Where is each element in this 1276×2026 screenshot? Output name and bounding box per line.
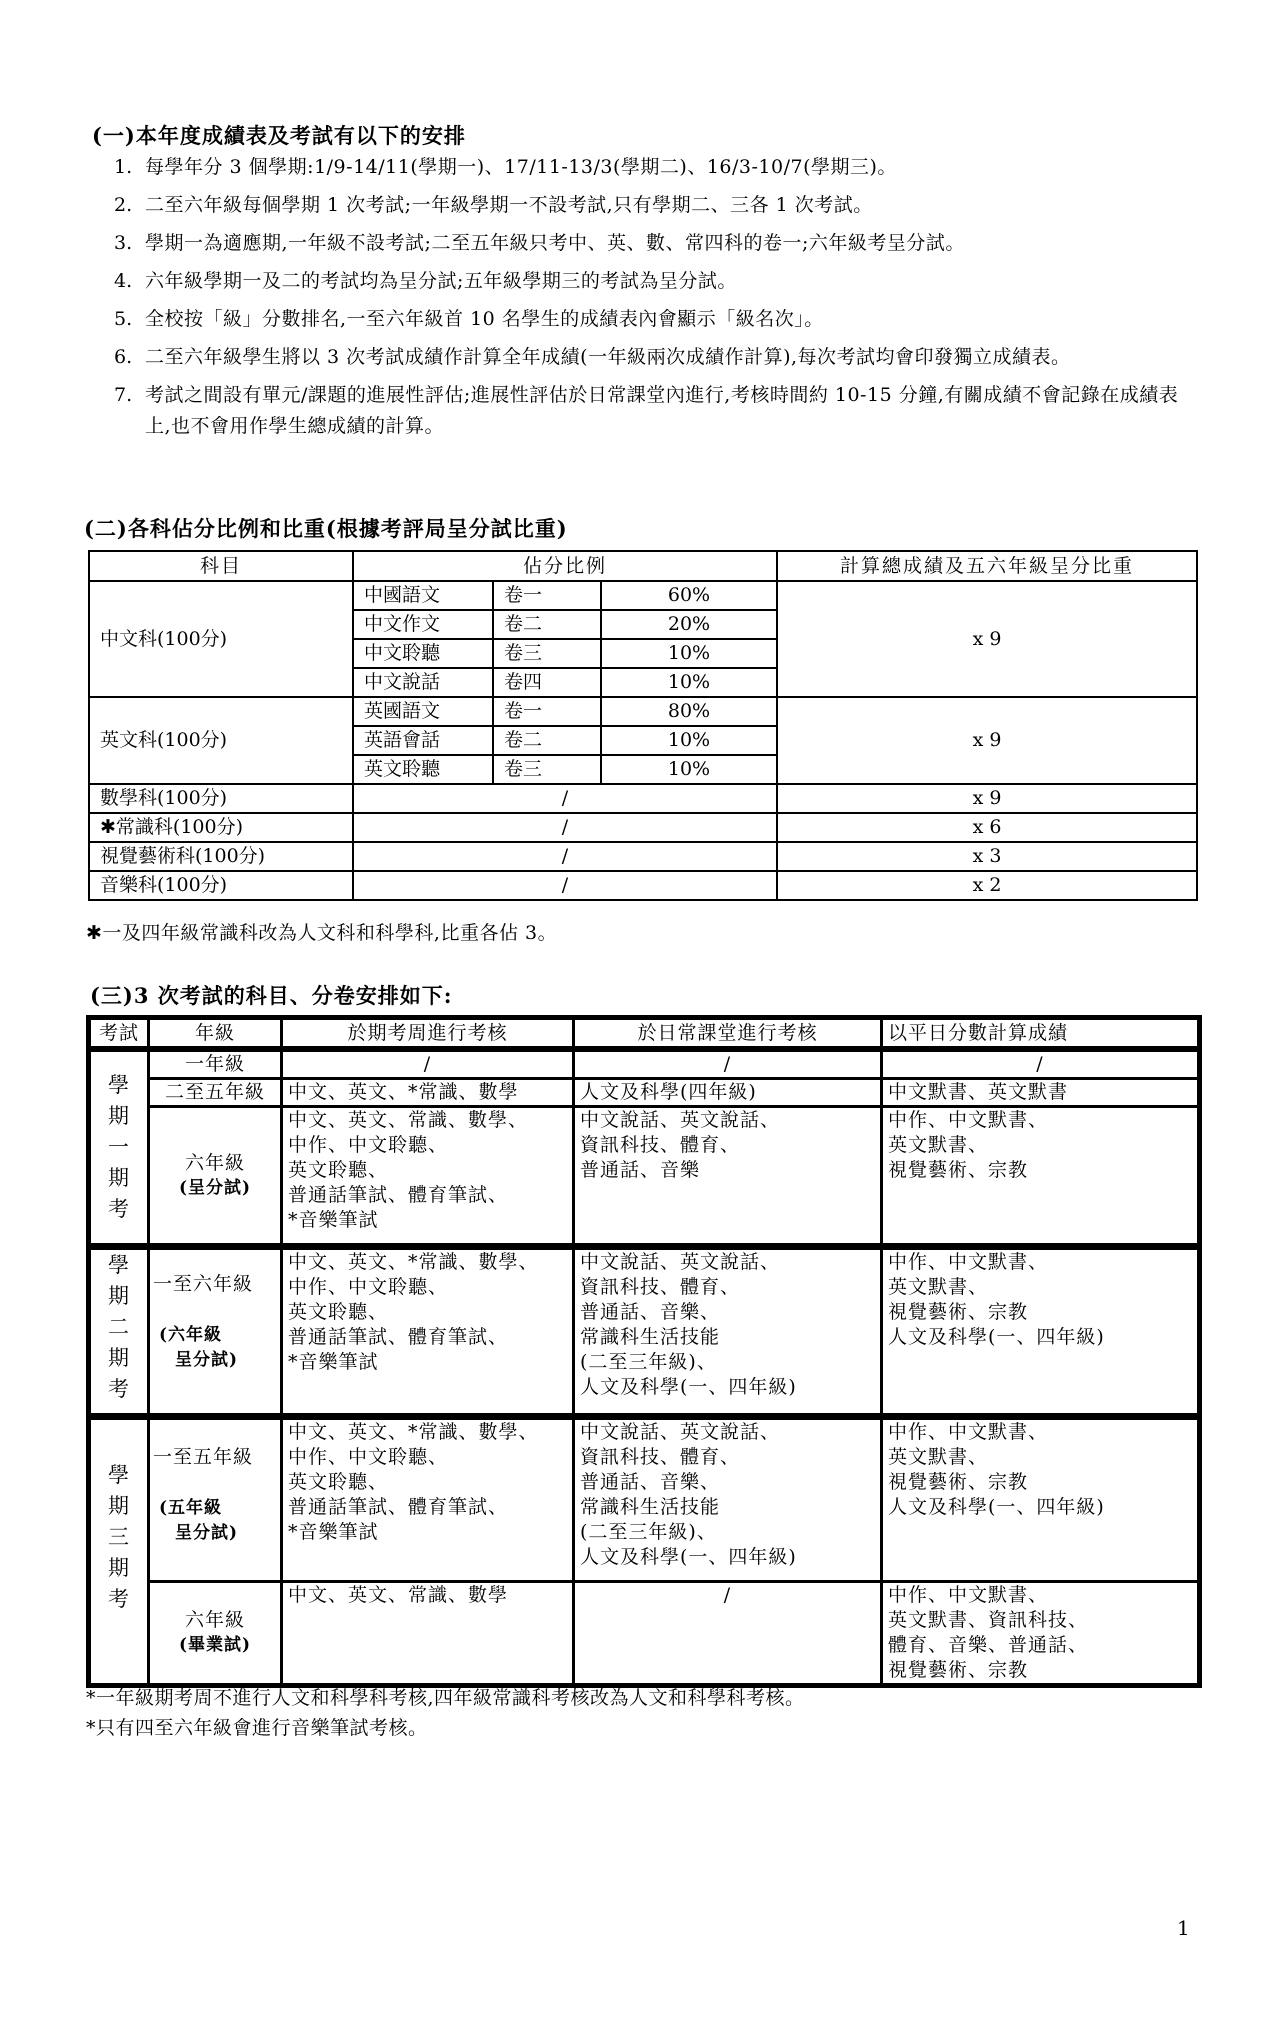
paper-number: 卷一 <box>493 697 601 726</box>
weight-chinese: x 9 <box>777 581 1197 697</box>
table-row <box>89 1417 1200 1582</box>
item-text: 考試之間設有單元/課題的進展性評估;進展性評估於日常課堂內進行,考核時間約 10-15 分鐘,有關成績不會記錄在成績表上,也不會用作學生總成績的計算。 <box>145 384 1179 437</box>
list-item <box>114 152 1204 183</box>
ratio-cell: / <box>353 784 777 813</box>
header-weight: 計算總成績及五六年級呈分比重 <box>777 551 1197 581</box>
daily-cell: / <box>574 1049 882 1079</box>
grade-note: 呈分試) <box>175 1523 239 1543</box>
paper-number: 卷一 <box>493 581 601 610</box>
weight-english: x 9 <box>777 697 1197 784</box>
table-row <box>89 1247 1200 1417</box>
usual-cell <box>882 1247 1200 1417</box>
cell-line: 英文默書、資訊科技、 <box>888 1609 1089 1631</box>
item-text: 全校按「級」分數排名,一至六年級首 10 名學生的成績表內會顯示「級名次」。 <box>145 308 824 330</box>
paper-percent: 10% <box>601 755 777 784</box>
exam-char: 考 <box>108 1197 130 1221</box>
paper-name: 中文說話 <box>353 668 493 697</box>
exam-term-1 <box>89 1049 149 1247</box>
exam-char: 期 <box>108 1166 130 1190</box>
cell-line: 中作、中文聆聽、 <box>288 1134 449 1156</box>
exam-arrangement-table <box>86 1015 1202 1688</box>
header-subject: 科目 <box>89 551 353 581</box>
grade-cell <box>149 1417 282 1582</box>
exam-char: 學 <box>108 1253 130 1277</box>
table-header-row <box>89 551 1197 581</box>
item-text: 二至六年級每個學期 1 次考試;一年級學期一不設考試,只有學期二、三各 1 次考試。 <box>145 194 873 216</box>
item-number: 1. <box>114 156 133 178</box>
weight-cell: x 2 <box>777 871 1197 900</box>
exam-char: 考 <box>108 1377 130 1401</box>
exam-char: 二 <box>108 1315 130 1339</box>
cell-line: 中作、中文默書、 <box>888 1251 1049 1273</box>
cell-line: 英文聆聽、 <box>288 1301 389 1323</box>
weighting-table <box>88 550 1198 901</box>
list-item <box>114 266 1204 297</box>
exam-char: 期 <box>108 1284 130 1308</box>
cell-line: 常識科生活技能 <box>580 1326 721 1348</box>
grade-note: 呈分試) <box>175 1350 239 1370</box>
daily-cell <box>574 1417 882 1582</box>
exam-char: 三 <box>108 1525 130 1549</box>
ratio-cell: / <box>353 813 777 842</box>
list-item <box>114 342 1204 373</box>
cell-line: 普通話、音樂、 <box>580 1301 721 1323</box>
header-daily: 於日常課堂進行考核 <box>574 1018 882 1050</box>
cell-line: 中文、英文、*常識、數學、 <box>288 1421 539 1443</box>
cell-line: *音樂筆試 <box>288 1351 379 1373</box>
grade-label: 六年級 <box>184 1609 245 1631</box>
cell-line: 人文及科學(一、四年級) <box>888 1496 1105 1518</box>
paper-percent: 10% <box>601 668 777 697</box>
exam-char: 期 <box>108 1104 130 1128</box>
item-number: 7. <box>114 384 133 406</box>
usual-cell <box>882 1417 1200 1582</box>
exam-char: 學 <box>108 1073 130 1097</box>
paper-percent: 20% <box>601 610 777 639</box>
cell-line: 中作、中文默書、 <box>888 1421 1049 1443</box>
exam-char: 學 <box>108 1463 130 1487</box>
paper-name: 英文聆聽 <box>353 755 493 784</box>
cell-line: 資訊科技、體育、 <box>580 1276 741 1298</box>
table-row <box>89 1582 1200 1686</box>
grade-cell <box>149 1582 282 1686</box>
section-1-title: (一)本年度成績表及考試有以下的安排 <box>92 123 466 148</box>
grade-cell: 一年級 <box>149 1049 282 1079</box>
table-row <box>89 1107 1200 1247</box>
cell-line: 中作、中文聆聽、 <box>288 1276 449 1298</box>
usual-cell <box>882 1107 1200 1247</box>
grade-label: 一至五年級 <box>153 1446 254 1468</box>
exam-char: 一 <box>108 1135 130 1159</box>
daily-cell: 人文及科學(四年級) <box>574 1079 882 1107</box>
cell-line: 人文及科學(一、四年級) <box>888 1326 1105 1348</box>
paper-name: 英國語文 <box>353 697 493 726</box>
paper-percent: 10% <box>601 726 777 755</box>
grade-note: (畢業試) <box>178 1635 252 1655</box>
cell-line: 普通話、音樂、 <box>580 1471 721 1493</box>
table-row <box>89 871 1197 900</box>
exam-week-cell <box>282 1107 574 1247</box>
cell-line: 英文聆聽、 <box>288 1471 389 1493</box>
list-item <box>114 228 1204 259</box>
paper-percent: 80% <box>601 697 777 726</box>
exam-char: 期 <box>108 1494 130 1518</box>
cell-line: 人文及科學(一、四年級) <box>580 1376 797 1398</box>
table-header-row <box>89 1018 1200 1050</box>
daily-cell <box>574 1107 882 1247</box>
item-text: 每學年分 3 個學期:1/9-14/11(學期一)、17/11-13/3(學期二)、16/3-10/7(學期三)。 <box>145 156 897 178</box>
grade-label: 六年級 <box>184 1151 245 1174</box>
grade-cell <box>149 1107 282 1247</box>
header-exam: 考試 <box>89 1018 149 1050</box>
list-item <box>114 190 1204 221</box>
exam-week-cell: 中文、英文、常識、數學 <box>282 1582 574 1686</box>
cell-line: (二至三年級)、 <box>580 1521 717 1543</box>
weight-cell: x 9 <box>777 784 1197 813</box>
weight-cell: x 6 <box>777 813 1197 842</box>
subject-music: 音樂科(100分) <box>89 871 353 900</box>
grade-note: (六年級 <box>159 1325 223 1345</box>
header-exam-week: 於期考周進行考核 <box>282 1018 574 1050</box>
section-2-title: (二)各科佔分比例和比重(根據考評局呈分試比重) <box>84 516 568 541</box>
paper-number: 卷二 <box>493 610 601 639</box>
page-number: 1 <box>1177 1916 1190 1940</box>
cell-line: 視覺藝術、宗教 <box>888 1301 1029 1323</box>
subject-english: 英文科(100分) <box>89 697 353 784</box>
exam-week-cell <box>282 1247 574 1417</box>
cell-line: 普通話筆試、體育筆試、 <box>288 1326 509 1348</box>
item-number: 3. <box>114 232 133 254</box>
exam-char: 期 <box>108 1346 130 1370</box>
cell-line: 中作、中文默書、 <box>888 1109 1049 1131</box>
cell-line: 體育、音樂、普通話、 <box>888 1634 1089 1656</box>
paper-number: 卷三 <box>493 755 601 784</box>
grade-note: (五年級 <box>159 1498 223 1518</box>
cell-line: 英文默書、 <box>888 1446 989 1468</box>
exam-char: 考 <box>108 1587 130 1611</box>
usual-cell <box>882 1582 1200 1686</box>
cell-line: 中文說話、英文說話、 <box>580 1251 781 1273</box>
section-3-footnote-1: *一年級期考周不進行人文和科學科考核,四年級常識科考核改為人文和科學科考核。 <box>86 1687 805 1709</box>
exam-week-cell: 中文、英文、*常識、數學 <box>282 1079 574 1107</box>
ratio-cell: / <box>353 871 777 900</box>
cell-line: 中文、英文、*常識、數學、 <box>288 1251 539 1273</box>
item-number: 5. <box>114 308 133 330</box>
grade-cell <box>149 1247 282 1417</box>
list-item <box>114 380 1204 442</box>
subject-math: 數學科(100分) <box>89 784 353 813</box>
table-row <box>89 581 1197 610</box>
cell-line: 中作、中文默書、 <box>888 1584 1049 1606</box>
paper-name: 中文聆聽 <box>353 639 493 668</box>
paper-number: 卷三 <box>493 639 601 668</box>
grade-cell: 二至五年級 <box>149 1079 282 1107</box>
section-3-footnote-2: *只有四至六年級會進行音樂筆試考核。 <box>86 1717 428 1739</box>
cell-line: 視覺藝術、宗教 <box>888 1159 1029 1181</box>
table-row <box>89 1079 1200 1107</box>
cell-line: 普通話、音樂 <box>580 1159 701 1181</box>
cell-line: 視覺藝術、宗教 <box>888 1659 1029 1681</box>
cell-line: 普通話筆試、體育筆試、 <box>288 1184 509 1206</box>
cell-line: 常識科生活技能 <box>580 1496 721 1518</box>
exam-term-3 <box>89 1417 149 1686</box>
cell-line: 英文默書、 <box>888 1134 989 1156</box>
paper-percent: 60% <box>601 581 777 610</box>
item-number: 4. <box>114 270 133 292</box>
section-3-title: (三)3 次考試的科目、分卷安排如下: <box>90 983 453 1008</box>
ratio-cell: / <box>353 842 777 871</box>
header-usual: 以平日分數計算成績 <box>882 1018 1200 1050</box>
subject-general-studies: ✱常識科(100分) <box>89 813 353 842</box>
subject-chinese: 中文科(100分) <box>89 581 353 697</box>
cell-line: 人文及科學(一、四年級) <box>580 1546 797 1568</box>
cell-line: 英文默書、 <box>888 1276 989 1298</box>
paper-percent: 10% <box>601 639 777 668</box>
usual-cell: / <box>882 1049 1200 1079</box>
exam-term-2 <box>89 1247 149 1417</box>
weight-cell: x 3 <box>777 842 1197 871</box>
paper-number: 卷四 <box>493 668 601 697</box>
cell-line: 中作、中文聆聽、 <box>288 1446 449 1468</box>
exam-week-cell <box>282 1417 574 1582</box>
daily-cell: / <box>574 1582 882 1686</box>
item-text: 學期一為適應期,一年級不設考試;二至五年級只考中、英、數、常四科的卷一;六年級考呈分試。 <box>145 232 965 254</box>
cell-line: 英文聆聽、 <box>288 1159 389 1181</box>
item-text: 二至六年級學生將以 3 次考試成績作計算全年成績(一年級兩次成績作計算),每次考試均會印發獨立成績表。 <box>145 346 1071 368</box>
subject-visual-arts: 視覺藝術科(100分) <box>89 842 353 871</box>
grade-note: (呈分試) <box>178 1177 252 1198</box>
list-item <box>114 304 1204 335</box>
item-text: 六年級學期一及二的考試均為呈分試;五年級學期三的考試為呈分試。 <box>145 270 737 292</box>
daily-cell <box>574 1247 882 1417</box>
cell-line: 資訊科技、體育、 <box>580 1134 741 1156</box>
paper-name: 中國語文 <box>353 581 493 610</box>
table-row <box>89 813 1197 842</box>
table-row <box>89 697 1197 726</box>
table-row <box>89 1049 1200 1079</box>
cell-line: 中文說話、英文說話、 <box>580 1421 781 1443</box>
arrangement-list <box>114 152 1204 449</box>
exam-char: 期 <box>108 1556 130 1580</box>
cell-line: *音樂筆試 <box>288 1521 379 1543</box>
cell-line: 資訊科技、體育、 <box>580 1446 741 1468</box>
cell-line: 中文說話、英文說話、 <box>580 1109 781 1131</box>
header-ratio: 佔分比例 <box>353 551 777 581</box>
table-row <box>89 842 1197 871</box>
exam-week-cell: / <box>282 1049 574 1079</box>
cell-line: (二至三年級)、 <box>580 1351 717 1373</box>
paper-number: 卷二 <box>493 726 601 755</box>
paper-name: 英語會話 <box>353 726 493 755</box>
cell-line: 視覺藝術、宗教 <box>888 1471 1029 1493</box>
item-number: 6. <box>114 346 133 368</box>
grade-label: 一至六年級 <box>153 1273 254 1295</box>
cell-line: *音樂筆試 <box>288 1209 379 1231</box>
header-grade: 年級 <box>149 1018 282 1050</box>
item-number: 2. <box>114 194 133 216</box>
table-row <box>89 784 1197 813</box>
section-2-footnote: ✱一及四年級常識科改為人文科和科學科,比重各佔 3。 <box>86 922 558 944</box>
cell-line: 中文、英文、常識、數學、 <box>288 1109 529 1131</box>
usual-cell: 中文默書、英文默書 <box>882 1079 1200 1107</box>
cell-line: 普通話筆試、體育筆試、 <box>288 1496 509 1518</box>
paper-name: 中文作文 <box>353 610 493 639</box>
